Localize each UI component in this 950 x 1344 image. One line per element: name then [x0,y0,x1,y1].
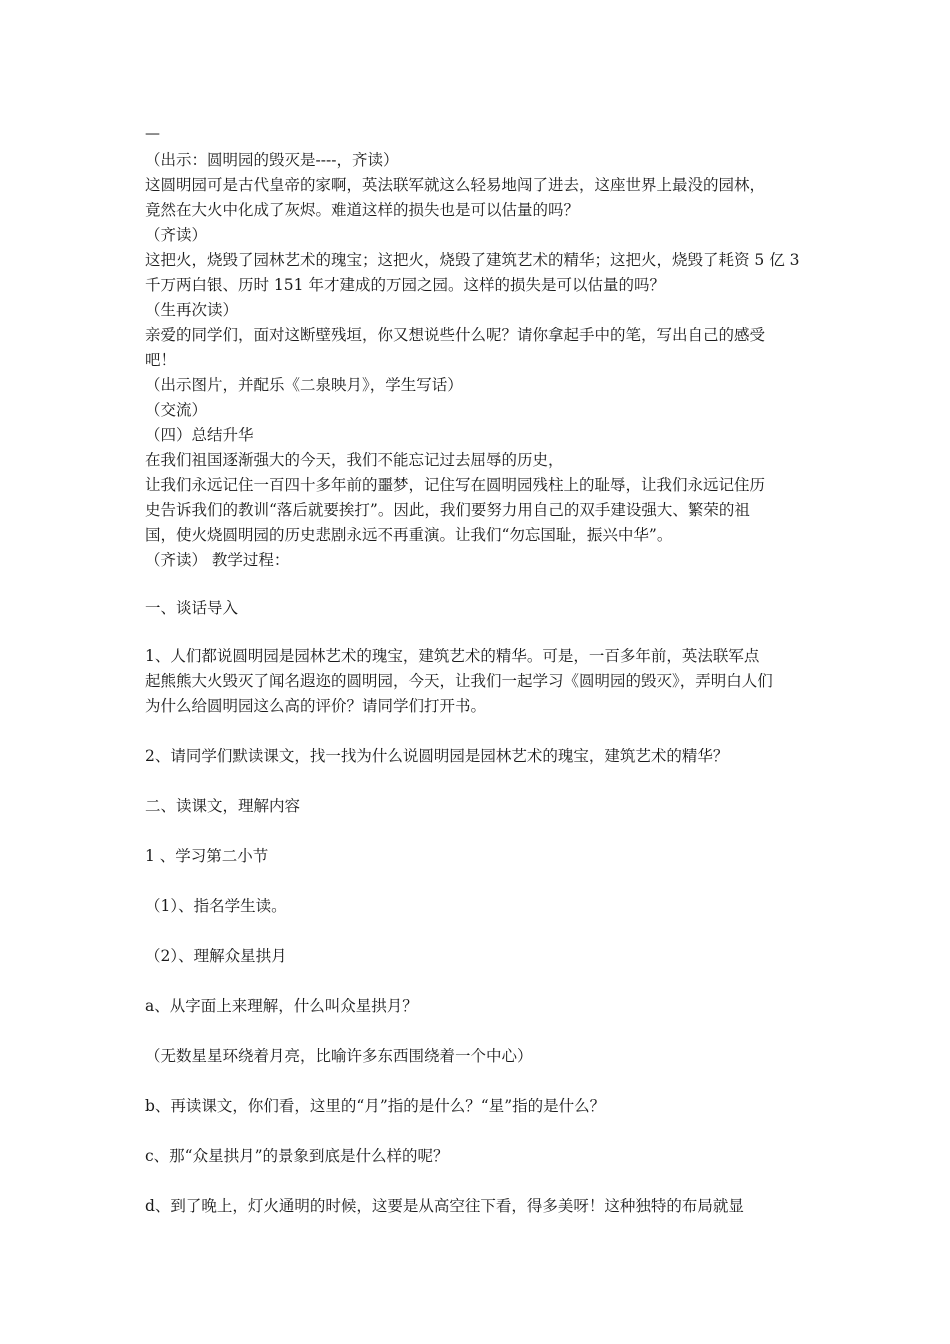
text-line: 史告诉我们的教训“落后就要挨打”。因此，我们要努力用自己的双手建设强大、繁荣的祖 [145,501,750,519]
text-line: 1 、学习第二小节 [145,847,269,865]
text-line: 国，使火烧圆明园的历史悲剧永远不再重演。让我们“勿忘国耻，振兴中华”。 [145,526,673,544]
text-line: 一、谈话导入 [145,599,239,617]
text-line: d、到了晚上，灯火通明的时候，这要是从高空往下看，得多美呀！这种独特的布局就显 [145,1197,744,1215]
text-line: （2）、理解众星拱月 [145,947,287,965]
text-line: 为什么给圆明园这么高的评价？请同学们打开书。 [145,697,487,715]
text-line: （四）总结升华 [145,426,254,444]
text-line: 在我们祖国逐渐强大的今天，我们不能忘记过去屈辱的历史， [145,451,564,469]
text-line: （1）、指名学生读。 [145,897,287,915]
text-line: a、从字面上来理解，什么叫众星拱月？ [145,997,418,1015]
text-line: （出示图片，并配乐《二泉映月》，学生写话） [145,376,463,394]
text-line: 这把火，烧毁了园林艺术的瑰宝；这把火，烧毁了建筑艺术的精华；这把火，烧毁了耗资 5 亿 3 [145,251,800,269]
text-line: 这圆明园可是古代皇帝的家啊，英法联军就这么轻易地闯了进去，这座世界上最没的园林， [145,176,766,194]
top-dash: — [145,124,160,142]
text-line: （齐读） [145,226,208,244]
text-line: （生再次读） [145,301,239,319]
text-line: 起熊熊大火毁灭了闻名遐迩的圆明园，今天，让我们一起学习《圆明园的毁灭》，弄明白人们 [145,672,773,690]
text-line: （交流） [145,401,208,419]
text-line: （齐读） 教学过程： [145,551,290,569]
text-line: 亲爱的同学们，面对这断壁残垣，你又想说些什么呢？请你拿起手中的笔，写出自己的感受 [145,326,766,344]
text-line: （无数星星环绕着月亮，比喻许多东西围绕着一个中心） [145,1047,533,1065]
text-line: （出示：圆明园的毁灭是----，齐读） [145,151,399,169]
text-line: 二、读课文，理解内容 [145,797,301,815]
text-line: 千万两白银、历时 151 年才建成的万园之园。这样的损失是可以估量的吗？ [145,276,665,294]
text-line: b、再读课文，你们看，这里的“月”指的是什么？“星”指的是什么？ [145,1097,606,1115]
text-line: 2、请同学们默读课文，找一找为什么说圆明园是园林艺术的瑰宝，建筑艺术的精华？ [145,747,729,765]
text-line: 让我们永远记住一百四十多年前的噩梦，记住写在圆明园残柱上的耻辱，让我们永远记住历 [145,476,766,494]
text-line: 吧！ [145,351,177,369]
text-line: 1、人们都说圆明园是园林艺术的瑰宝，建筑艺术的精华。可是，一百多年前，英法联军点 [145,647,760,665]
text-line: 竟然在大火中化成了灰烬。难道这样的损失也是可以估量的吗？ [145,201,580,219]
text-line: c、那“众星拱月”的景象到底是什么样的呢？ [145,1147,449,1165]
